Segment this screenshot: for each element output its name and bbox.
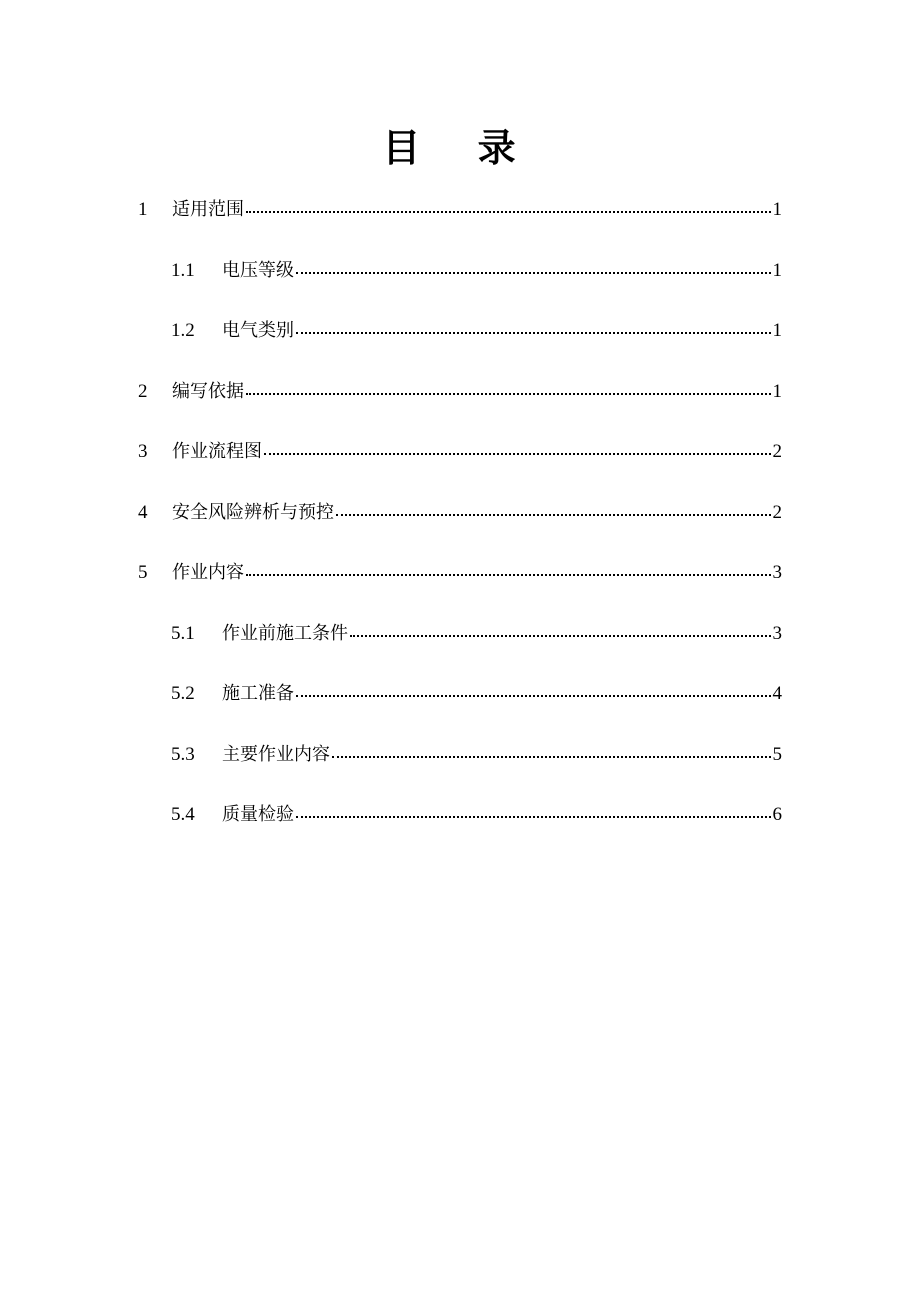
toc-dot-leader bbox=[350, 635, 771, 637]
toc-entry-label: 作业前施工条件 bbox=[222, 622, 348, 644]
toc-entry-number: 5 bbox=[138, 562, 148, 583]
toc-dot-leader bbox=[296, 332, 771, 334]
toc-entry[interactable] bbox=[138, 180, 782, 241]
toc-entry-number: 1 bbox=[138, 199, 148, 220]
toc-entry[interactable] bbox=[138, 543, 782, 604]
toc-entry-page: 2 bbox=[772, 501, 782, 523]
toc-entry-number: 1.2 bbox=[171, 320, 195, 341]
toc-entry-page: 1 bbox=[772, 259, 782, 281]
toc-entry-number: 2 bbox=[138, 380, 148, 402]
toc-dot-leader bbox=[246, 574, 771, 576]
toc-entry-number: 1.1 bbox=[171, 259, 195, 281]
toc-entry-page: 5 bbox=[772, 743, 782, 765]
toc-entry-page: 2 bbox=[772, 441, 782, 462]
toc-entry-number: 5.2 bbox=[171, 683, 195, 704]
toc-dot-leader bbox=[246, 393, 771, 395]
toc-entry-label: 适用范围 bbox=[172, 199, 244, 220]
toc-entry[interactable] bbox=[138, 664, 782, 725]
toc-dot-leader bbox=[332, 756, 771, 758]
toc-entry[interactable] bbox=[138, 483, 782, 544]
toc-dot-leader bbox=[296, 816, 771, 818]
toc-entry-number: 5.3 bbox=[171, 743, 195, 765]
toc-dot-leader bbox=[296, 695, 771, 697]
toc-list bbox=[138, 180, 782, 846]
toc-entry[interactable] bbox=[138, 241, 782, 302]
toc-entry-label: 主要作业内容 bbox=[222, 743, 330, 765]
toc-entry-page: 6 bbox=[772, 804, 782, 825]
toc-entry-label: 施工准备 bbox=[222, 683, 294, 704]
toc-entry-page: 1 bbox=[772, 320, 782, 341]
toc-entry-page: 1 bbox=[772, 199, 782, 220]
toc-entry[interactable] bbox=[138, 785, 782, 846]
toc-entry[interactable] bbox=[138, 301, 782, 362]
toc-entry-label: 安全风险辨析与预控 bbox=[172, 501, 334, 523]
toc-entry[interactable] bbox=[138, 362, 782, 423]
toc-entry-number: 5.1 bbox=[171, 622, 195, 644]
toc-entry-number: 4 bbox=[138, 501, 148, 523]
toc-entry-label: 编写依据 bbox=[172, 380, 244, 402]
toc-entry-label: 作业流程图 bbox=[172, 441, 262, 462]
toc-entry-page: 3 bbox=[772, 562, 782, 583]
toc-entry[interactable] bbox=[138, 725, 782, 786]
toc-entry[interactable] bbox=[138, 604, 782, 665]
toc-entry-page: 3 bbox=[772, 622, 782, 644]
toc-entry-page: 4 bbox=[772, 683, 782, 704]
toc-title: 目 录 bbox=[382, 126, 538, 170]
toc-dot-leader bbox=[296, 272, 771, 274]
toc-dot-leader bbox=[246, 211, 771, 213]
toc-entry-label: 电气类别 bbox=[222, 320, 294, 341]
toc-entry-label: 质量检验 bbox=[222, 804, 294, 825]
toc-entry-label: 作业内容 bbox=[172, 562, 244, 583]
toc-entry-number: 3 bbox=[138, 441, 148, 462]
toc-entry[interactable] bbox=[138, 422, 782, 483]
toc-entry-number: 5.4 bbox=[171, 804, 195, 825]
toc-dot-leader bbox=[336, 514, 771, 516]
toc-entry-label: 电压等级 bbox=[222, 259, 294, 281]
toc-entry-page: 1 bbox=[772, 380, 782, 402]
toc-dot-leader bbox=[264, 453, 771, 455]
